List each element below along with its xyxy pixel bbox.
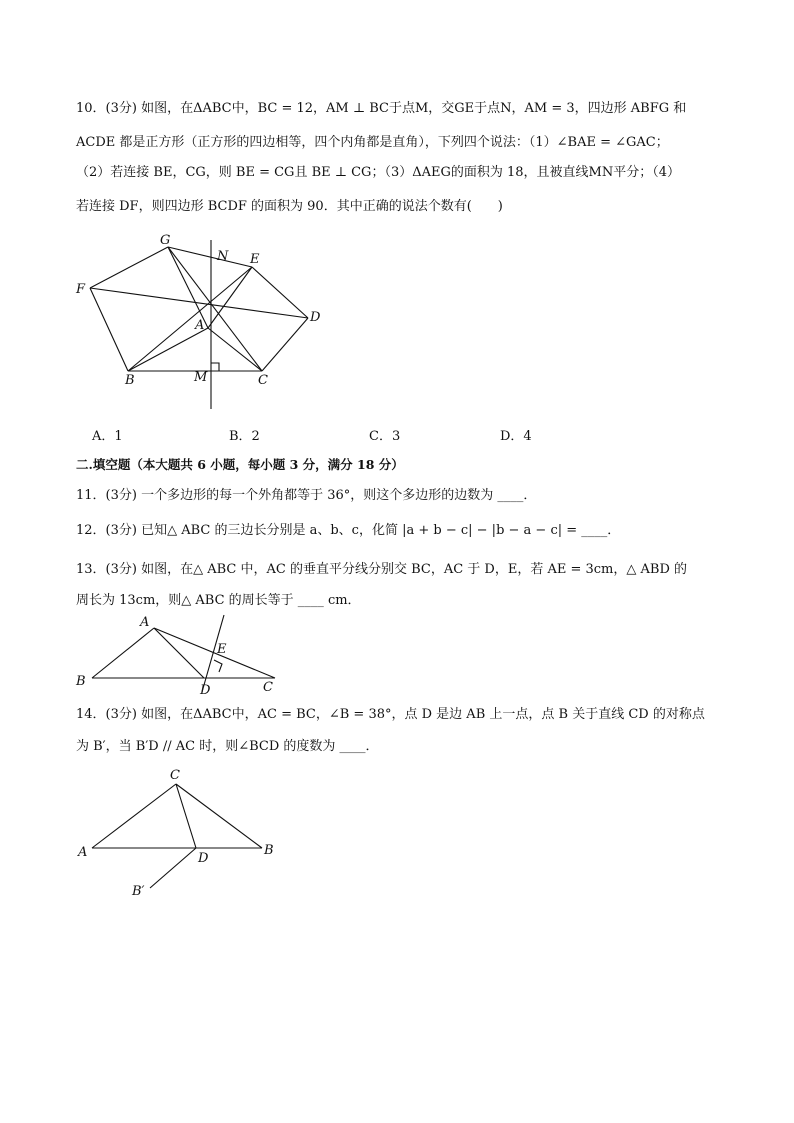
choice-b[interactable]: B．2	[229, 429, 260, 444]
q10-label-D: D	[310, 310, 321, 325]
q14-label-D: D	[198, 851, 209, 866]
q13-label-D: D	[200, 683, 211, 698]
q12-text: 12．(3分) 已知△ ABC 的三边长分别是 a、b、c，化简 |a + b − c| − |b − a − c| = ____．	[76, 523, 621, 538]
choice-a[interactable]: A．1	[92, 429, 123, 444]
q10-label-M: M	[194, 370, 208, 385]
q14-label-C: C	[170, 768, 180, 783]
q10-line-2: ACDE 都是正方形（正方形的四边相等，四个内角都是直角），下列四个说法：（1）∠BAE = ∠GAC；	[76, 135, 669, 150]
q10-label-E: E	[250, 252, 260, 267]
q10-label-G: G	[160, 233, 171, 248]
q10-label-C: C	[258, 373, 268, 388]
q13-label-E: E	[217, 642, 227, 657]
q14-label-A: A	[78, 845, 88, 860]
q14-line-1: 14．(3分) 如图，在ΔABC中，AC = BC，∠B = 38°，点 D 是边 AB 上一点，点 B 关于直线 CD 的对称点	[76, 707, 705, 722]
q13-figure	[72, 612, 287, 698]
q11-text: 11．(3分) 一个多边形的每一个外角都等于 36°，则这个多边形的边数为 ____．	[76, 488, 537, 503]
q10-line-1: 10．(3分) 如图，在ΔABC中，BC = 12，AM ⊥ BC于点M，交GE于点N，AM = 3，四边形 ABFG 和	[76, 101, 687, 116]
q13-line-2: 周长为 13cm，则△ ABC 的周长等于 ____ cm．	[76, 593, 361, 608]
q10-choices	[92, 425, 612, 443]
q10-label-N: N	[217, 249, 229, 264]
section-2-heading: 二.填空题（本大题共 6 小题，每小题 3 分，满分 18 分）	[76, 457, 404, 472]
q13-label-C: C	[263, 680, 273, 695]
q10-line-4: 若连接 DF，则四边形 BCDF 的面积为 90．其中正确的说法个数有( )	[76, 199, 503, 214]
q14-line-2: 为 B′，当 B′D // AC 时，则∠BCD 的度数为 ____．	[76, 739, 379, 754]
q10-label-F: F	[76, 282, 86, 297]
q10-label-B: B	[125, 373, 135, 388]
q14-label-B: B	[264, 843, 274, 858]
q13-label-A: A	[140, 615, 150, 630]
q14-label-B-prime: B′	[132, 884, 145, 899]
q13-line-1: 13．(3分) 如图，在△ ABC 中，AC 的垂直平分线分别交 BC，AC 于 D，E，若 AE = 3cm，△ ABD 的	[76, 562, 688, 577]
q10-line-3: （2）若连接 BE，CG，则 BE = CG且 BE ⊥ CG；（3）ΔAEG的面积为 18，且被直线MN平分；（4）	[76, 165, 680, 180]
choice-d[interactable]: D．4	[500, 429, 532, 444]
q14-figure	[72, 764, 287, 904]
choice-c[interactable]: C．3	[369, 429, 401, 444]
q10-figure	[70, 232, 330, 412]
q10-label-A: A	[195, 318, 205, 333]
q13-label-B: B	[76, 674, 86, 689]
